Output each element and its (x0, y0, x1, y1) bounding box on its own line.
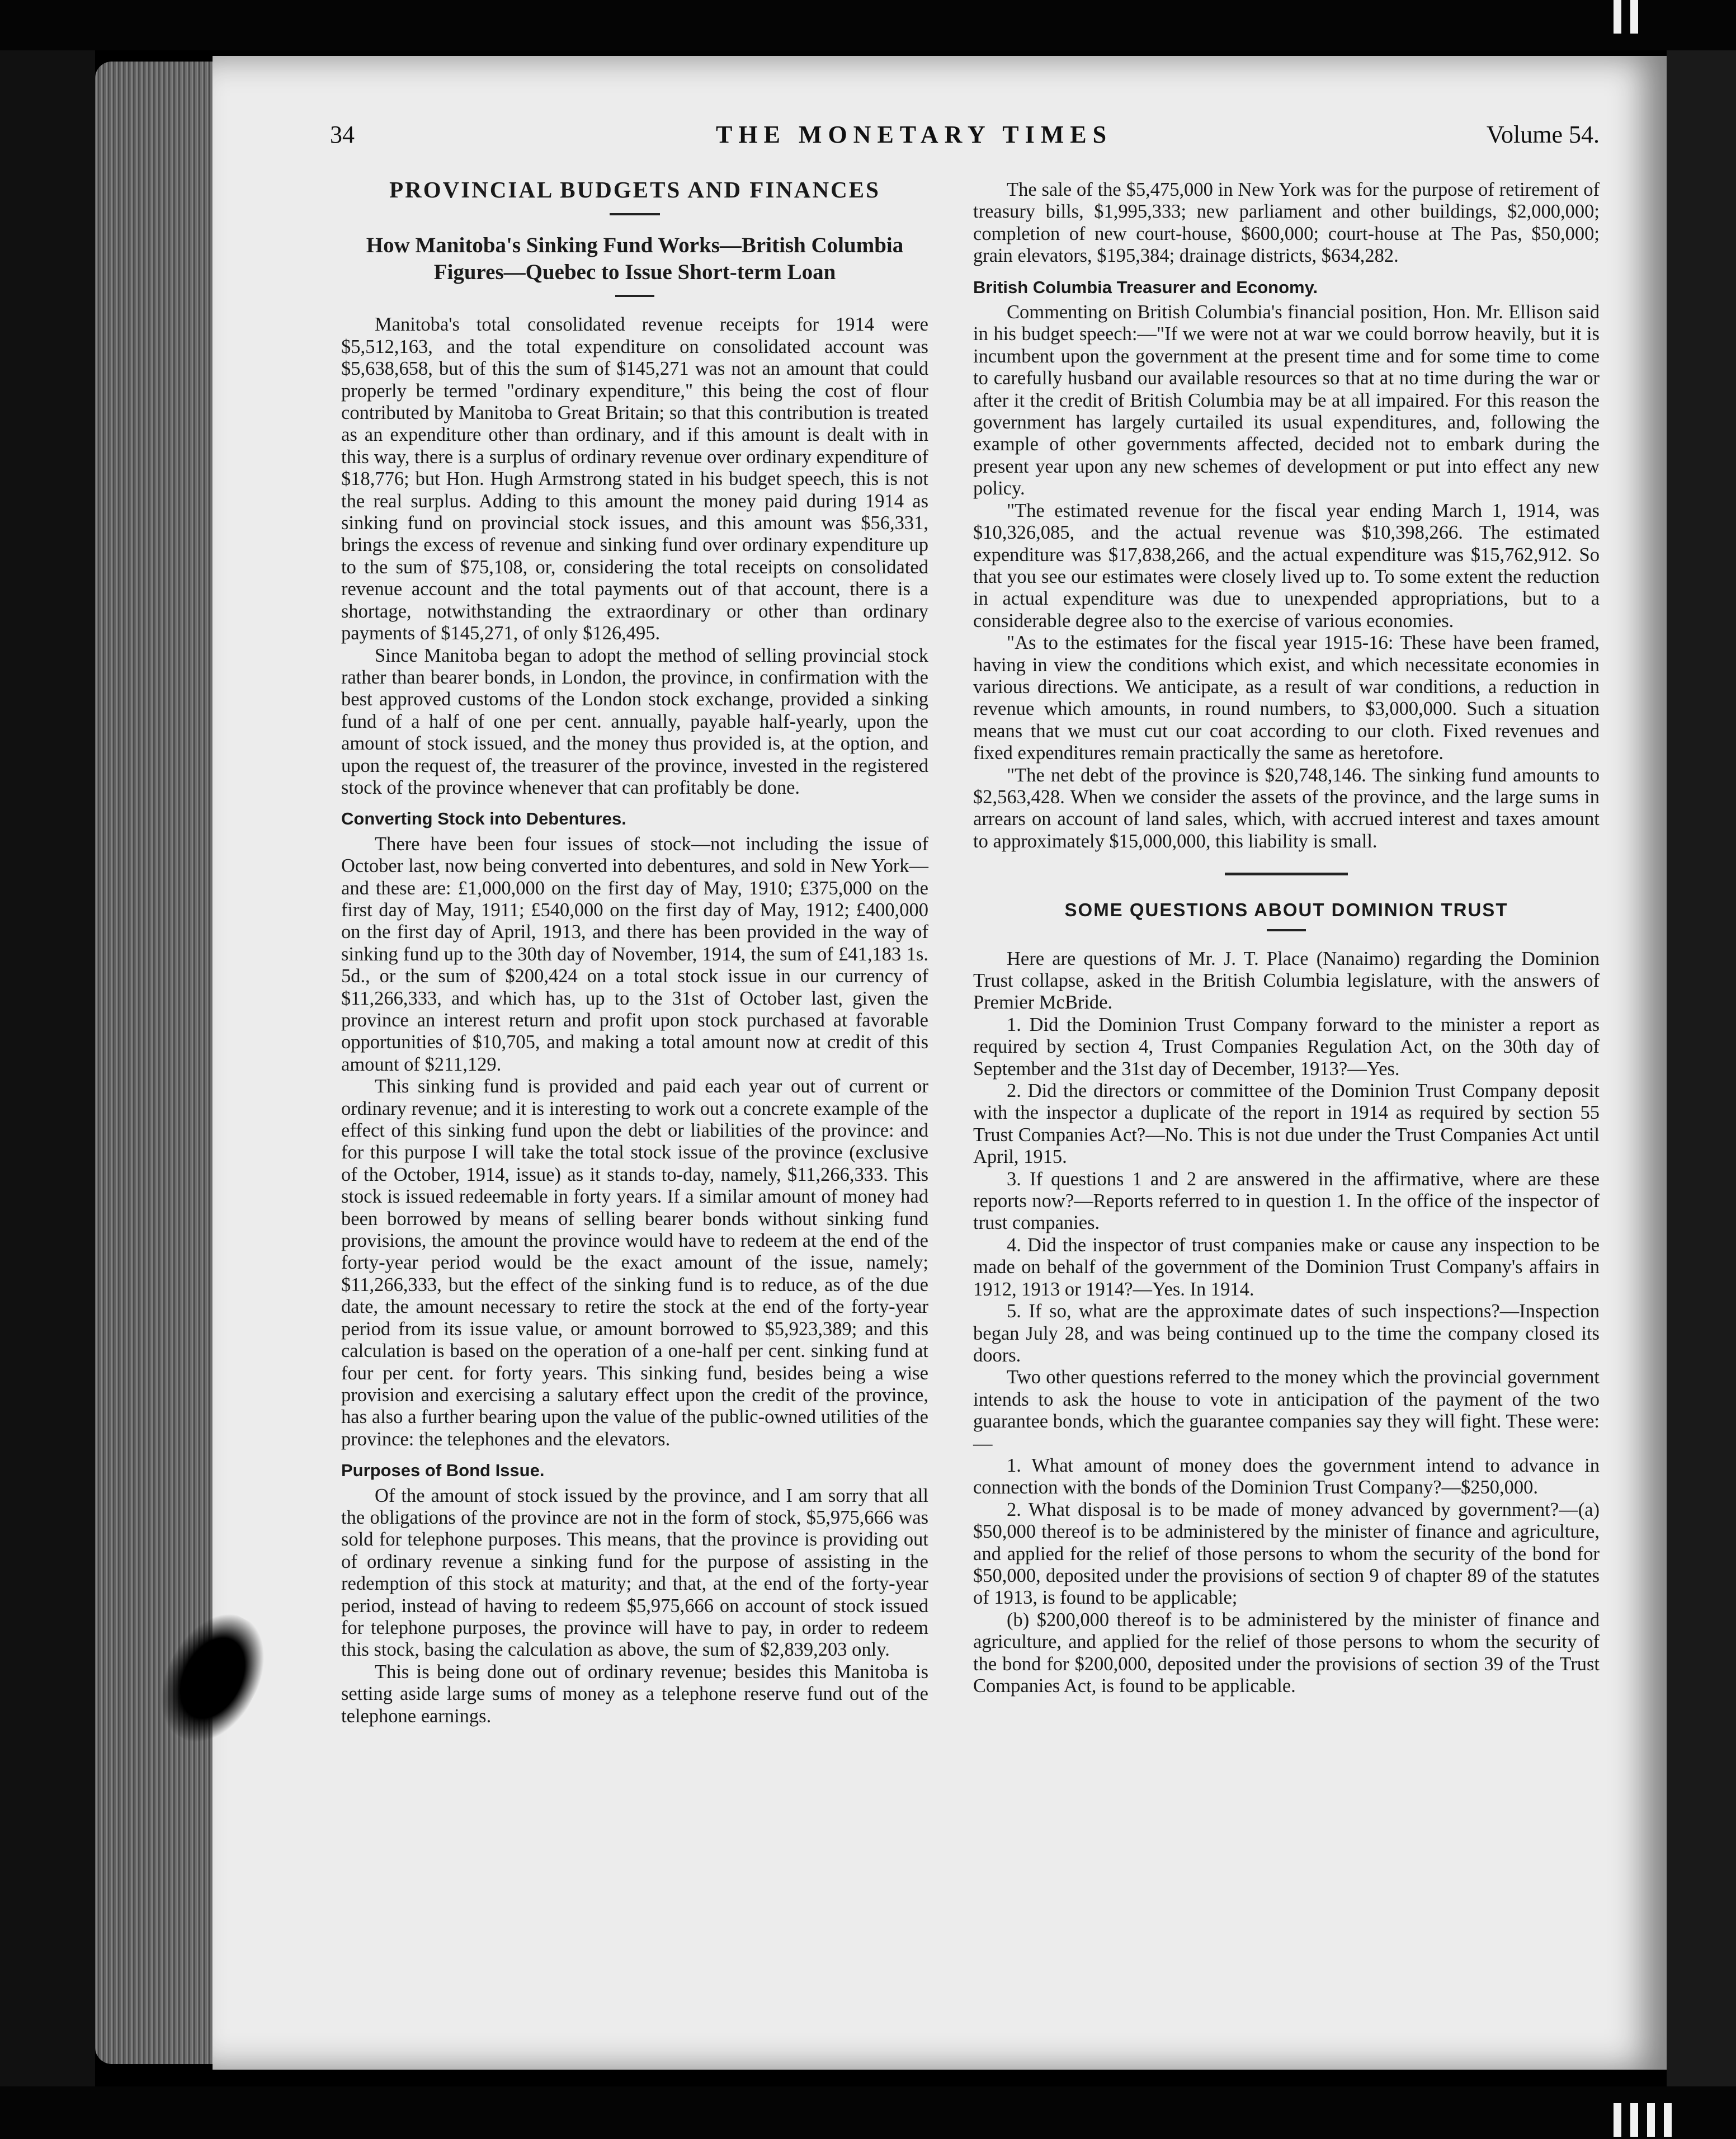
paragraph: "The estimated revenue for the fiscal year ending March 1, 1914, was $10,326,085, and the actual revenue was $10,398,266. The estimated expenditure was $17,838,266, and the actual expenditure was $15,762,912. So that you see our estimates were closely lived up to. To some extent the reduction in actual expenditure was due to unexpended appropriations, but to a considerable degree also to the exercise of various economies. (973, 500, 1600, 632)
paragraph: Here are questions of Mr. J. T. Place (Nanaimo) regarding the Dominion Trust collapse, asked in the British Columbia legislature, with the answers of Premier McBride. (973, 948, 1600, 1014)
question-answer: 3. If questions 1 and 2 are answered in the affirmative, where are these reports now?—Reports referred to in question 1. In the office of the inspector of trust companies. (973, 1168, 1600, 1234)
section-heading: Converting Stock into Debentures. (341, 809, 626, 829)
scan-tab-mark (1630, 0, 1638, 34)
divider (615, 295, 654, 297)
page-number: 34 (330, 121, 355, 148)
question-answer: 4. Did the inspector of trust companies make or cause any inspection to be made on behalf of the government of the Dominion Trust Company's affairs in 1912, 1913 or 1914?—Yes. In 1914. (973, 1234, 1600, 1300)
paragraph: Commenting on British Columbia's financial position, Hon. Mr. Ellison said in his budget speech:—"If we were not at war we could borrow heavily, but it is incumbent upon the government at the present time and for some time to come to carefully husband our available resources so that at no time during the war or after it the credit of British Columbia may be at all impaired. For this reason the government has largely curtailed its usual expenditures, and, following the example of other governments affected, decided not to embark during the present year upon any new schemes of development or put into effect any new policy. (973, 301, 1600, 500)
divider (1267, 929, 1306, 931)
paragraph: This is being done out of ordinary revenue; besides this Manitoba is setting aside large sums of money as a telephone reserve fund out of the telephone earnings. (341, 1661, 928, 1727)
right-column (973, 179, 1600, 1697)
paragraph: Of the amount of stock issued by the province, and I am sorry that all the obligations of the province are not in the form of stock, $5,975,666 was sold for telephone purposes. This means, that the province is providing out of ordinary revenue a sinking fund for the purpose of assisting in the redemption of this stock at maturity; and that, at the end of the forty-year period, instead of having to redeem $5,975,666 on account of stock issued for telephone purposes, the province will have to pay, in order to redeem this stock, basing the calculation as above, the sum of $2,839,203 only. (341, 1485, 928, 1661)
scan-tab-mark (1647, 2103, 1655, 2137)
question-answer: 1. What amount of money does the government intend to advance in connection with the bonds of the Dominion Trust Company?—$250,000. (973, 1454, 1600, 1499)
section-heading: Purposes of Bond Issue. (341, 1460, 545, 1481)
book-spine (0, 50, 95, 2086)
divider (610, 213, 660, 215)
article-divider (1225, 873, 1348, 875)
paragraph: There have been four issues of stock—not including the issue of October last, now being converted into debentures, and sold in New York—and these are: £1,000,000 on the first day of May, 1910; £375,000 on the first day of May, 1911; £540,000 on the first day of May, 1912; £400,000 on the first day of April, 1913, and there has been provided in the way of sinking fund up to the 30th day of November, 1914, the sum of £41,183 1s. 5d., or the sum of $200,424 on a total stock issue in our currency of $11,266,333, and which has, up to the 31st of October last, given the province an interest return and profit upon stock purchased at favorable opportunities of $10,705, and making a total amount now at credit of this amount of $211,129. (341, 833, 928, 1075)
scan-right-border (1667, 50, 1736, 2086)
question-answer: 1. Did the Dominion Trust Company forward to the minister a report as required by section 4, Trust Companies Regulation Act, on the 30th day of September and the 31st day of December, 1913?—Yes. (973, 1014, 1600, 1080)
paragraph: Two other questions referred to the money which the provincial government intends to ask the house to vote in anticipation of the payment of the two guarantee bonds, which the guarantee companies say they will fight. These were:— (973, 1367, 1600, 1454)
question-answer: 5. If so, what are the approximate dates of such inspections?—Inspection began July 28, and was being continued up to the time the company closed its doors. (973, 1301, 1600, 1366)
paragraph: The sale of the $5,475,000 in New York was for the purpose of retirement of treasury bills, $1,995,333; new parliament and other buildings, $2,000,000; completion of new court-house, $600,000; court-house at The Pas, $50,000; grain elevators, $195,384; drainage districts, $634,282. (973, 179, 1600, 267)
scan-tab-mark (1630, 2103, 1638, 2137)
question-answer: (b) $200,000 thereof is to be administered by the minister of finance and agriculture, and applied for the relief of those persons to whom the security of the bond for $200,000, deposited under the provisions of section 39 of the Trust Companies Act, is found to be applicable. (973, 1609, 1600, 1697)
scan-tab-mark (1614, 2103, 1621, 2137)
question-answer: 2. What disposal is to be made of money advanced by government?—(a) $50,000 thereof is to be administered by the minister of finance and agriculture, and applied for the relief of those persons to whom the security of the bond for $50,000, deposited under the provisions of section 9 of chapter 89 of the statutes of 1913, is found to be applicable; (973, 1499, 1600, 1609)
masthead: THE MONETARY TIMES (716, 121, 1113, 148)
scan-tab-mark (1664, 2103, 1672, 2137)
scan-bottom-border (0, 2086, 1736, 2139)
running-head (330, 120, 1600, 154)
volume-label: Volume 54. (1486, 121, 1600, 148)
paragraph: "As to the estimates for the fiscal year 1915-16: These have been framed, having in view the conditions which exist, and which necessitate economies in various directions. We anticipate, as a result of war conditions, a reduction in revenue which amounts, in round numbers, to $3,000,000. Such a situation means that we must cut our coat according to our cloth. Fixed revenues and fixed expenditures remain practically the same as heretofore. (973, 632, 1600, 764)
article-subheadline: How Manitoba's Sinking Fund Works—British Columbia Figures—Quebec to Issue Short-term Loan (366, 233, 904, 285)
scan-tab-mark (1614, 0, 1621, 34)
scan-top-border (0, 0, 1736, 50)
article-headline: SOME QUESTIONS ABOUT DOMINION TRUST (1064, 899, 1508, 921)
paragraph: "The net debt of the province is $20,748,146. The sinking fund amounts to $2,563,428. When we consider the assets of the province, and the large sums in arrears on account of land sales, which, with accrued interest and taxes amount to approximately $15,000,000, this liability is small. (973, 764, 1600, 852)
section-heading: British Columbia Treasurer and Economy. (973, 277, 1318, 297)
page-edges (95, 62, 229, 2064)
paragraph: This sinking fund is provided and paid each year out of current or ordinary revenue; and it is interesting to work out a concrete example of the effect of this sinking fund upon the debt or liabilities of the province: and for this purpose I will take the total stock issue of the province (exclusive of the October, 1914, issue) as it stands to-day, namely, $11,266,333. This stock is issued redeemable in forty years. If a similar amount of money had been borrowed by means of selling bearer bonds without sinking fund provisions, the amount the province would have to redeem at the end of the forty-year period would be the exact amount of the issue, namely; $11,266,333, but the effect of the sinking fund is to reduce, as of the due date, the amount necessary to retire the stock at the end of the forty-year period from its issue value, or amount borrowed to $5,923,389; and this calculation is based on the operation of a one-half per cent. sinking fund at four per cent. for forty years. This sinking fund, besides being a wise provision and exercising a salutary effect upon the credit of the province, has also a further bearing upon the value of the public-owned utilities of the province: the telephones and the elevators. (341, 1076, 928, 1450)
paragraph: Manitoba's total consolidated revenue receipts for 1914 were $5,512,163, and the total expenditure on consolidated account was $5,638,658, but of this the sum of $145,271 was not an amount that could properly be termed "ordinary expenditure," this being the cost of flour contributed by Manitoba to Great Britain; so that this contribution is treated as an expenditure other than ordinary, and if this amount is dealt with in this way, there is a surplus of ordinary revenue over ordinary expenditure of $18,776; but Hon. Hugh Armstrong stated in his budget speech, this is not the real surplus. Adding to this amount the money paid during 1914 as sinking fund on provincial stock issues, and this amount was $56,331, brings the excess of revenue and sinking fund over ordinary expenditure up to the sum of $75,108, or, considering the total receipts on consolidated revenue account and the total payments out of that account, there is a shortage, notwithstanding the extraordinary or other than ordinary payments of $145,271, of only $126,495. (341, 314, 928, 644)
paragraph: Since Manitoba began to adopt the method of selling provincial stock rather than bearer bonds, in London, the province, in confirmation with the best approved customs of the London stock exchange, provided a sinking fund of a half of one per cent. annually, payable half-yearly, upon the amount of stock issued, and the money thus provided is, at the option, and upon the request of, the treasurer of the province, invested in the registered stock of the province whenever that can profitably be done. (341, 644, 928, 798)
article-headline: PROVINCIAL BUDGETS AND FINANCES (389, 177, 880, 202)
question-answer: 2. Did the directors or committee of the Dominion Trust Company deposit with the inspector a duplicate of the report in 1914 as required by section 55 Trust Companies Act?—No. This is not due under the Trust Companies Act until April, 1915. (973, 1080, 1600, 1168)
left-column (341, 179, 928, 1727)
